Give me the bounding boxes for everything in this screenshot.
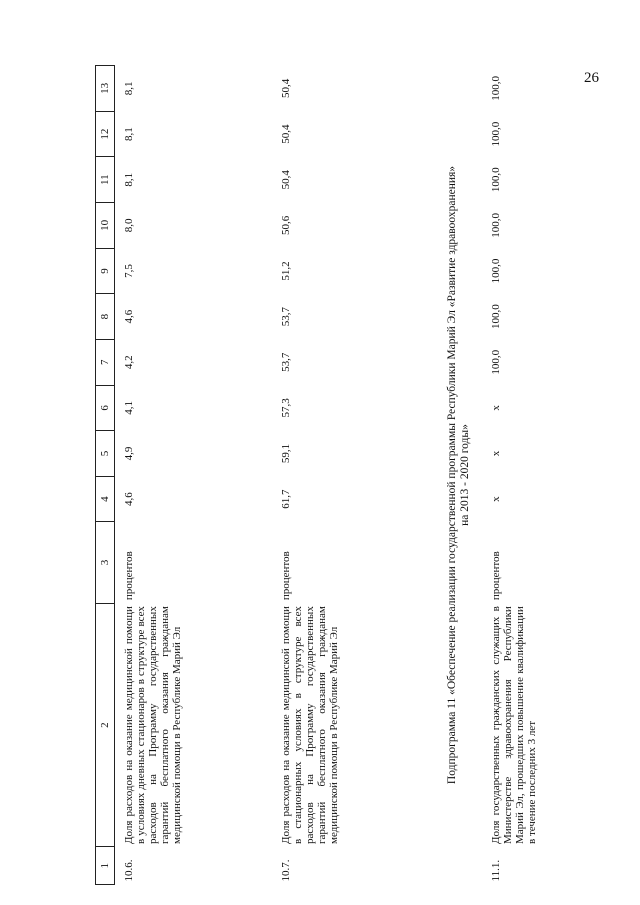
value-cell: 100,0 [490, 76, 502, 101]
rotated-table-container [95, 65, 545, 885]
header-cell: 7 [96, 339, 115, 385]
value-cell: 4,1 [123, 400, 135, 415]
value-cell: 4,9 [123, 446, 135, 461]
value-cell: 8,1 [123, 172, 135, 187]
value-cell: 8,0 [123, 218, 135, 233]
header-cell: 1 [96, 847, 115, 885]
value-cell: 100,0 [490, 167, 502, 193]
row-description: Доля расходов на оказание медицинской помощи в условиях дневных стационаров в структуре всех расходов на Программу государственных гарантий бесплатного оказания гражданам медицинской помощи в Республике Марий Эл [123, 606, 183, 844]
table-row [272, 66, 432, 885]
header-row [96, 66, 115, 885]
value-cell: 51,2 [280, 261, 292, 281]
value-cell: 59,1 [280, 443, 292, 464]
value-cell: x [490, 405, 502, 411]
header-cell: 6 [96, 385, 115, 431]
header-cell: 5 [96, 431, 115, 477]
value-cell: 50,6 [280, 215, 292, 235]
row-unit: процентов [280, 551, 292, 601]
subprogram-heading [432, 66, 482, 885]
row-number: 10.7. [280, 859, 292, 882]
value-cell: 8,1 [123, 81, 135, 96]
value-cell: 8,1 [123, 127, 135, 141]
row-unit: процентов [123, 551, 135, 601]
value-cell: 100,0 [490, 212, 502, 238]
subprogram-title: Подпрограмма 11 «Обеспечение реализации государственной программы Республики Марий Эл «Развитие здравоохранения» [446, 165, 458, 785]
value-cell: 100,0 [490, 121, 502, 147]
value-cell: x [490, 450, 502, 457]
row-unit: процентов [490, 551, 502, 601]
value-cell: 100,0 [490, 349, 502, 375]
header-cell: 12 [96, 111, 115, 157]
value-cell: 53,7 [280, 352, 292, 372]
value-cell: 50,4 [280, 170, 292, 190]
value-cell: 100,0 [490, 258, 502, 284]
header-cell: 4 [96, 476, 115, 522]
header-cell: 3 [96, 522, 115, 603]
value-cell: 4,6 [123, 492, 135, 506]
table-row [115, 66, 273, 885]
row-description: Доля расходов на оказание медицинской помощи в стационарных условиях в структуре всех расходов на Программу государственных гарантий бесплатного оказания гражданам медицинской помощи в Республике Марий Эл [280, 606, 340, 844]
row-number: 10.6. [123, 859, 135, 882]
row-description: Доля государственных гражданских служащих в Министерстве здравоохранения Республики Марий Эл, прошедших повышение квалификации в течение последних 3 лет [490, 606, 538, 844]
header-cell: 10 [96, 203, 115, 249]
value-cell: 100,0 [490, 304, 502, 329]
value-cell: 4,6 [123, 309, 135, 324]
row-number: 11.1. [490, 859, 502, 882]
subprogram-row [432, 66, 482, 885]
header-cell: 8 [96, 294, 115, 340]
value-cell: 50,4 [280, 78, 292, 99]
value-cell: 7,5 [123, 264, 135, 278]
header-cell: 13 [96, 66, 115, 112]
table-row [482, 66, 574, 885]
value-cell: 50,4 [280, 124, 292, 144]
subprogram-period: на 2013 - 2020 годы» [459, 424, 471, 526]
value-cell: 57,3 [280, 398, 292, 418]
header-cell: 2 [96, 603, 115, 847]
value-cell: 61,7 [280, 489, 292, 509]
header-cell: 11 [96, 157, 115, 203]
header-cell: 9 [96, 248, 115, 294]
page-number: 26 [584, 70, 599, 86]
value-cell: x [490, 496, 502, 502]
value-cell: 4,2 [123, 355, 135, 370]
indicators-table [95, 65, 574, 885]
value-cell: 53,7 [280, 306, 292, 327]
